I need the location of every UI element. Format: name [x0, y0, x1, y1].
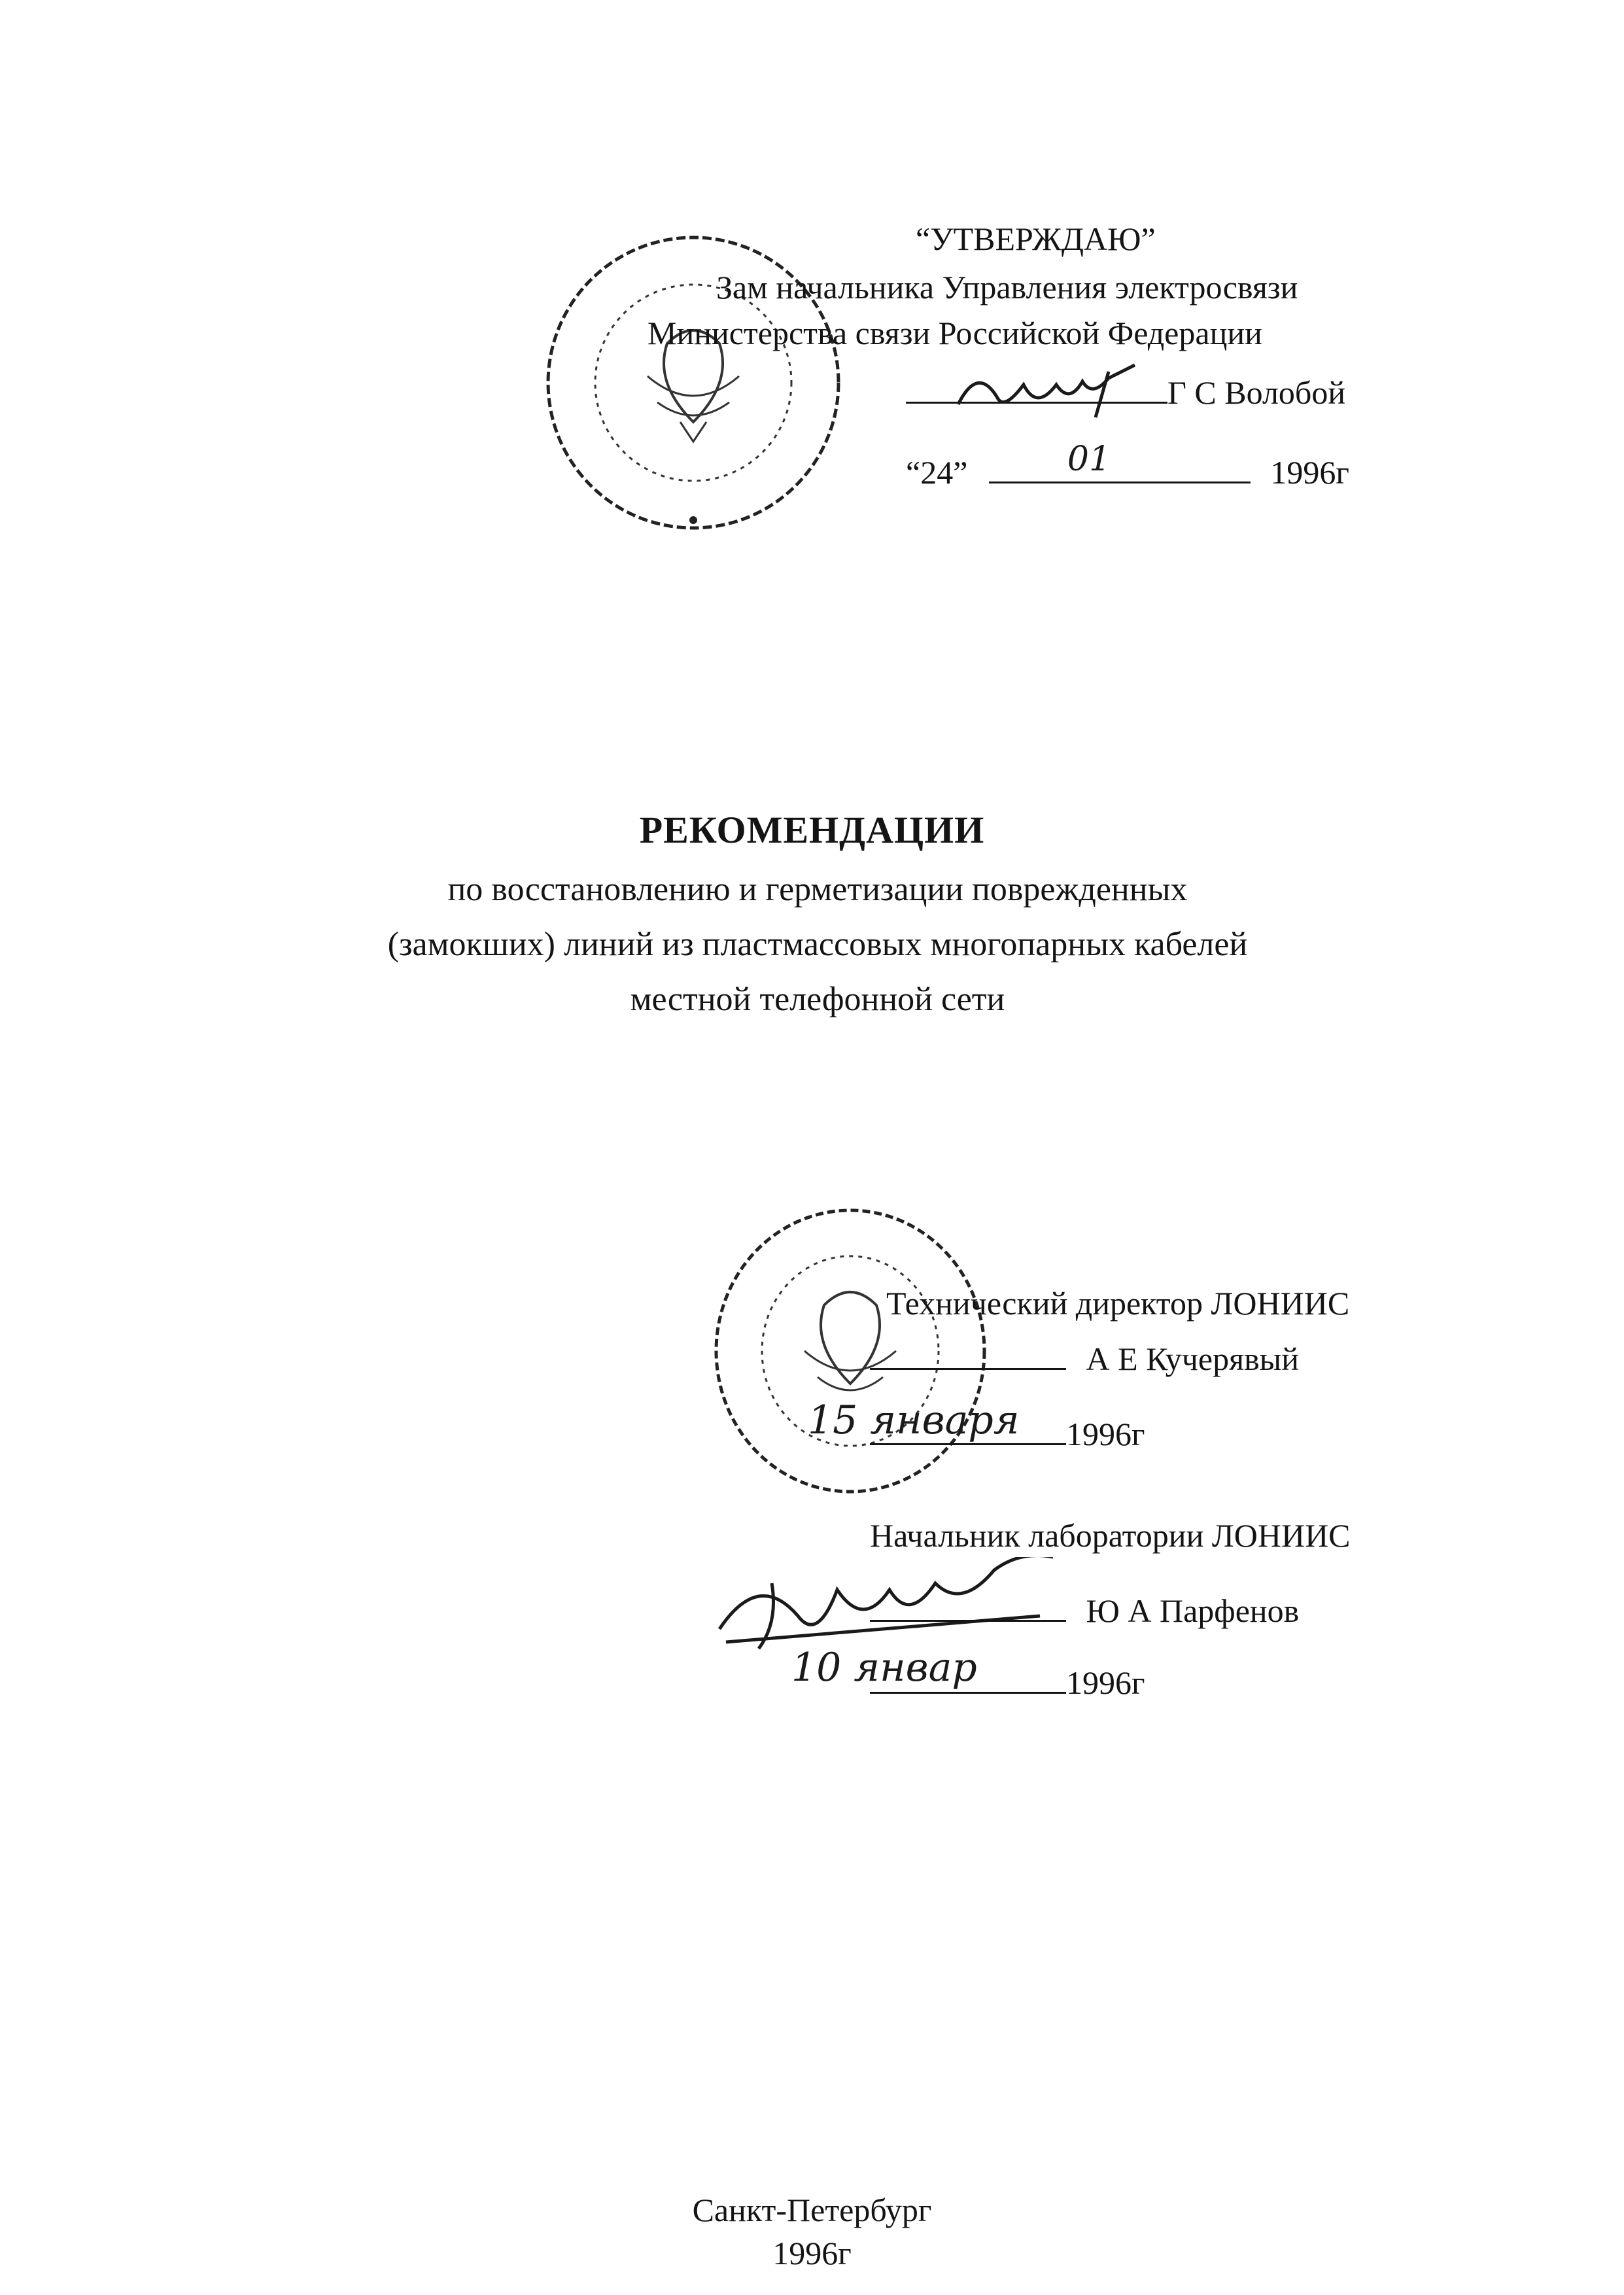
approval-date-line: [906, 440, 1349, 491]
signature-2-position: Начальник лаборатории ЛОНИИС: [870, 1517, 1351, 1554]
date-blank: [989, 440, 1251, 483]
signature-2-date-line: [791, 1645, 1145, 1701]
subtitle-line-1: по восстановлению и герметизации поврежденных: [447, 871, 1188, 908]
subtitle-line-3: местной телефонной сети: [630, 981, 1005, 1018]
document-footer: [0, 2188, 1624, 2275]
approval-date-day: “24”: [906, 454, 968, 491]
approval-date-month-hand: 01: [1067, 440, 1111, 479]
subtitle-line-2: (замокших) линий из пластмассовых многопарных кабелей: [387, 926, 1248, 963]
document-title: РЕКОМЕНДАЦИИ: [639, 809, 985, 851]
signature-1-date-line: [808, 1397, 1145, 1452]
signature-1-name: А Е Кучерявый: [1086, 1340, 1300, 1377]
signature-2-name: Ю А Парфенов: [1086, 1592, 1300, 1629]
approval-position-line-2: Министерства связи Российской Федерации: [648, 315, 1262, 351]
date-blank: [808, 1397, 1066, 1445]
approval-handwritten-signature: [952, 359, 1187, 424]
footer-city: Санкт-Петербург: [692, 2192, 932, 2228]
signature-2-year: 1996г: [1066, 1664, 1145, 1701]
signature-1-position: Технический директор ЛОНИИС: [886, 1285, 1350, 1322]
signature-2-date-hand: 10 январ: [791, 1645, 977, 1691]
footer-year: 1996г: [772, 2235, 852, 2271]
signature-1-year: 1996г: [1066, 1416, 1145, 1452]
date-blank: [791, 1645, 1066, 1694]
approval-signer: Г С Волобой: [1167, 374, 1346, 411]
signature-2-line: [870, 1590, 1299, 1629]
approval-position-line-1: Зам начальника Управления электросвязи: [716, 269, 1298, 306]
approval-year: 1996г: [1270, 454, 1349, 491]
signature-1-date-hand: 15 января: [808, 1397, 1020, 1443]
signature-blank: [870, 1338, 1066, 1370]
approval-heading: “УТВЕРЖДАЮ”: [916, 220, 1156, 257]
document-subtitle: [196, 862, 1439, 1027]
signature-1-line: [870, 1338, 1299, 1377]
signature-blank: [870, 1590, 1066, 1622]
